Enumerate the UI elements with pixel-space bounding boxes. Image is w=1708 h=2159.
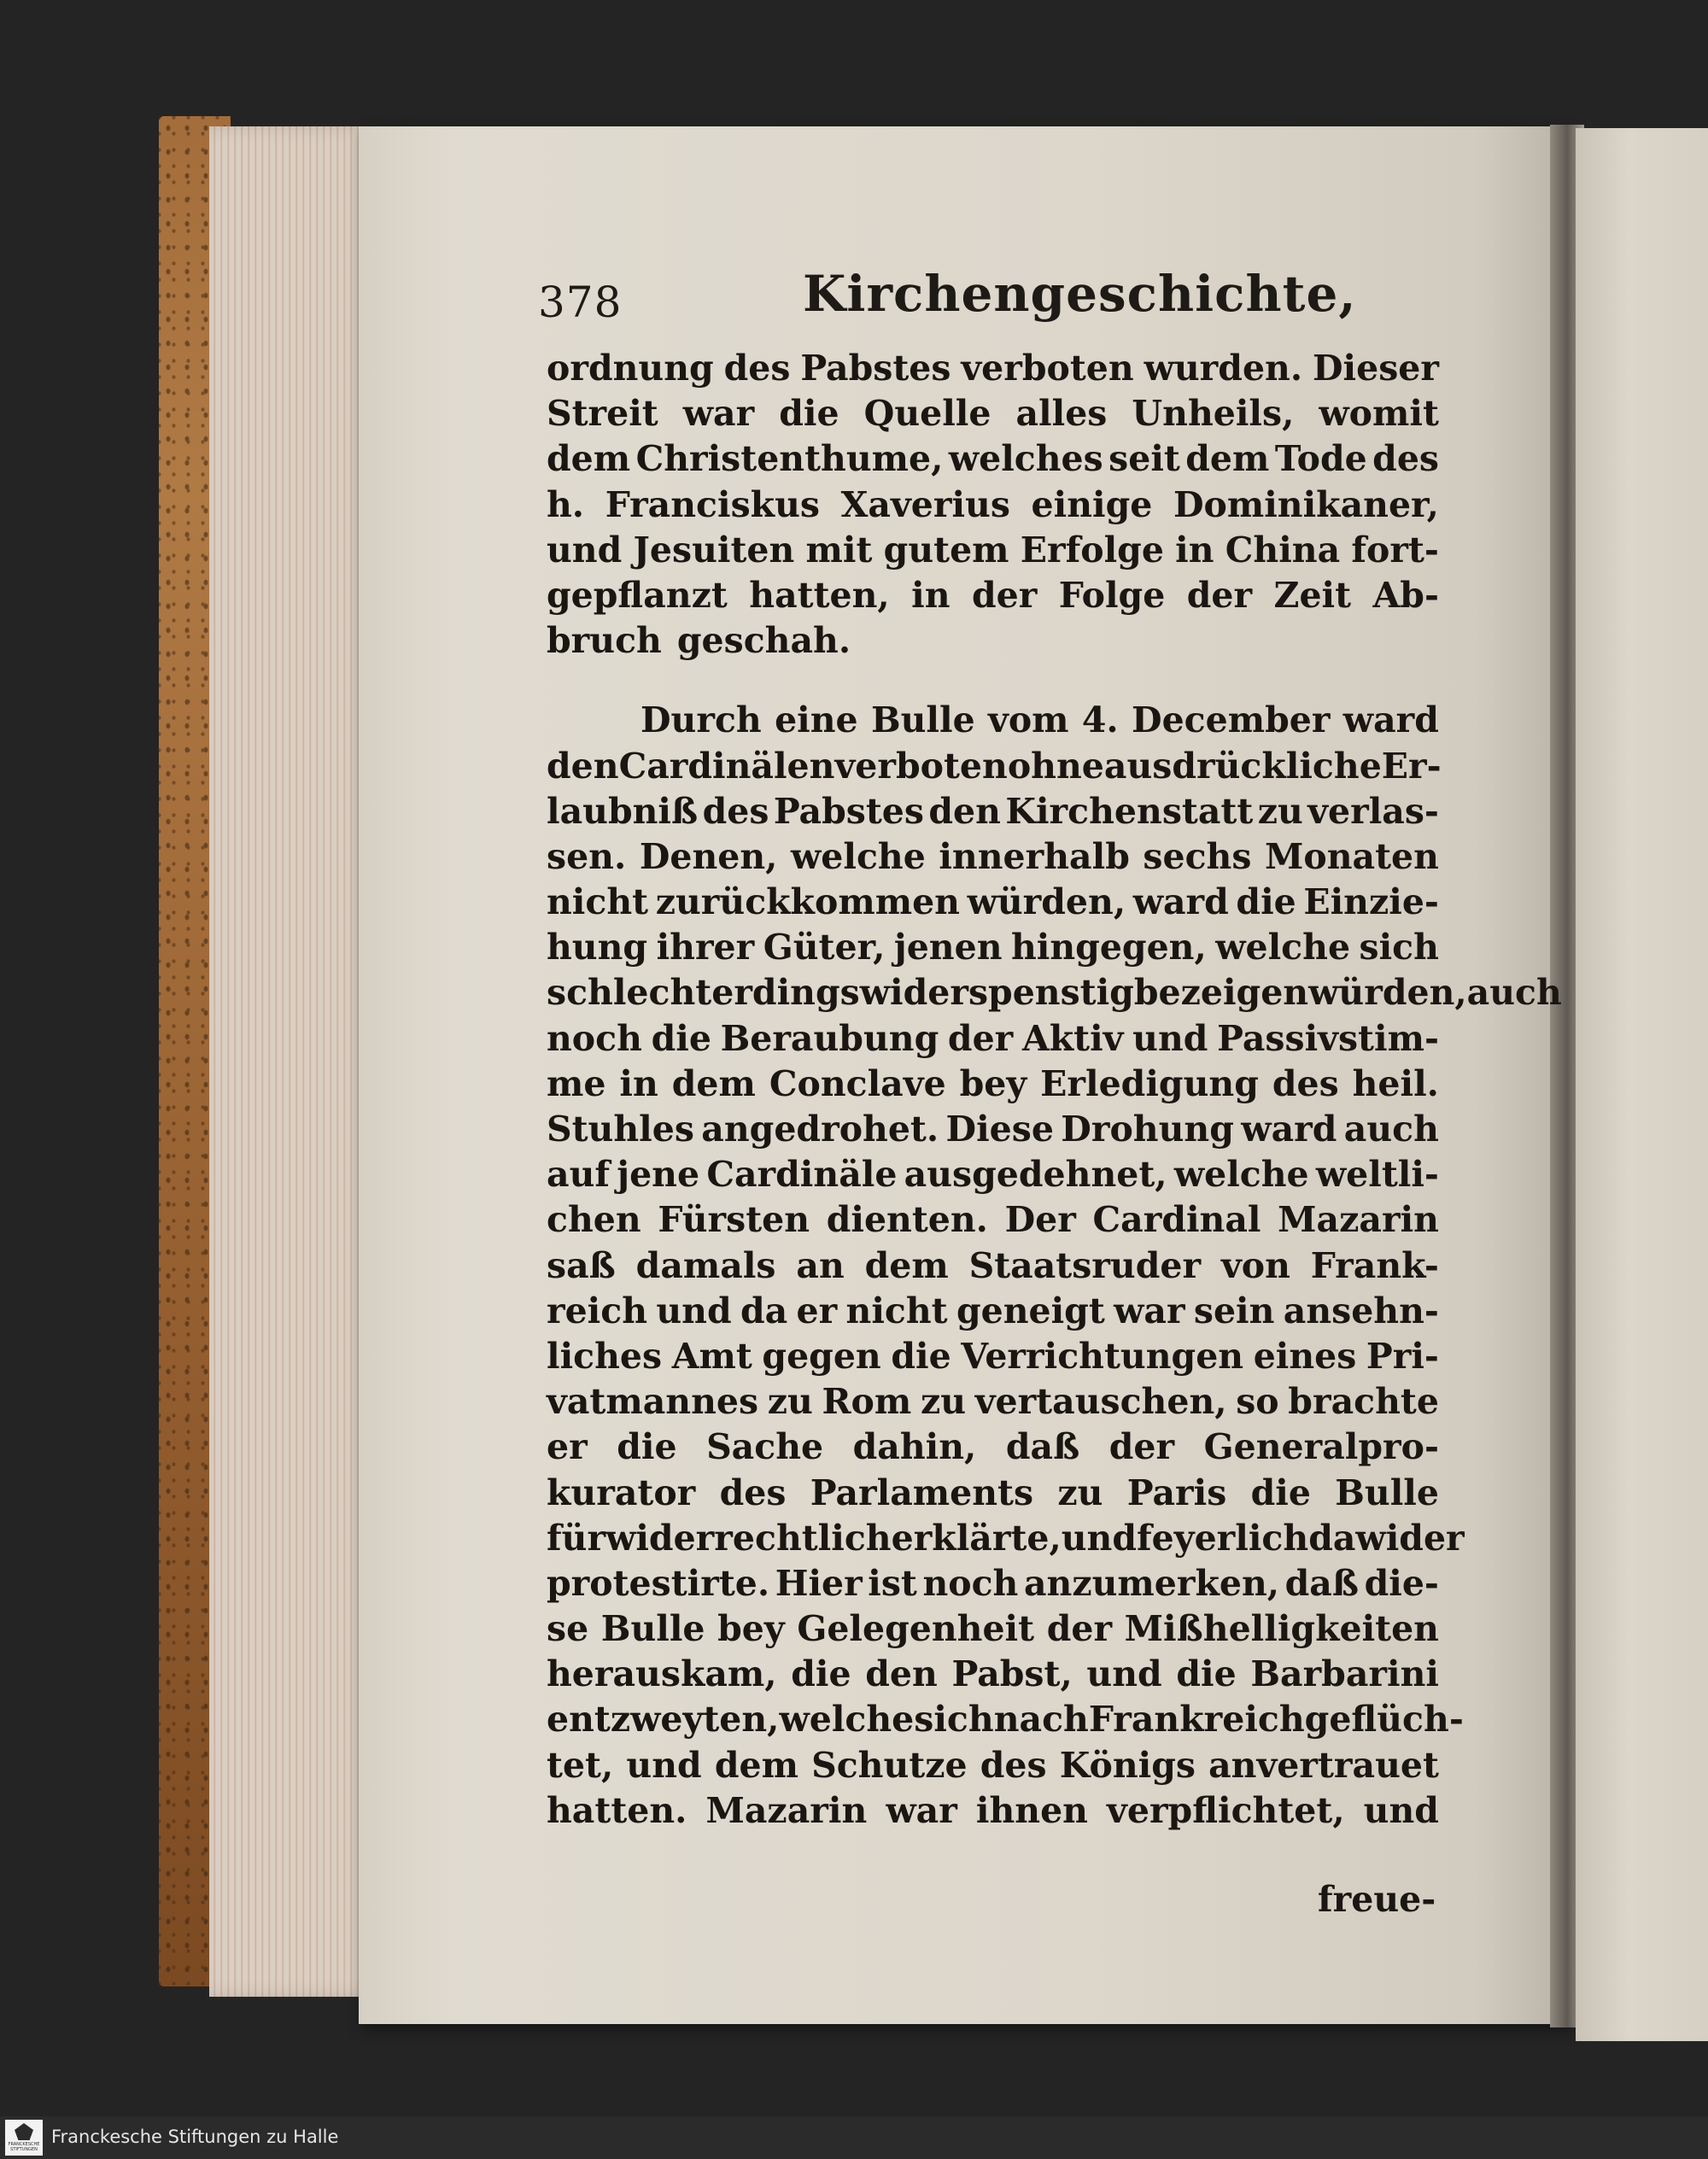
logo-mark-icon bbox=[15, 2123, 33, 2140]
word: alles bbox=[1015, 393, 1108, 435]
word: December bbox=[1132, 699, 1331, 741]
word: bruch bbox=[547, 620, 662, 662]
word: Xaverius bbox=[840, 483, 1010, 525]
word: da bbox=[740, 1290, 788, 1331]
word: se bbox=[547, 1608, 589, 1650]
text-line bbox=[547, 1561, 1439, 1606]
word: Folge bbox=[1058, 574, 1166, 616]
word: Pabst, bbox=[951, 1653, 1073, 1695]
word: Pabstes bbox=[773, 790, 924, 832]
word: Bulle bbox=[870, 699, 975, 741]
word: welche bbox=[1173, 1154, 1309, 1196]
word: und bbox=[656, 1290, 732, 1331]
word: kurator bbox=[547, 1472, 696, 1513]
right-page-sliver bbox=[1576, 128, 1708, 2041]
word: Sache bbox=[706, 1426, 824, 1468]
word: Diese bbox=[945, 1109, 1054, 1150]
word: 4. bbox=[1081, 699, 1119, 741]
text-line bbox=[547, 1652, 1439, 1697]
word: Mazarin bbox=[705, 1789, 868, 1831]
word: Beraubung bbox=[720, 1017, 939, 1059]
word: und bbox=[547, 529, 623, 570]
word: Bulle bbox=[600, 1608, 705, 1650]
word: dawider bbox=[1308, 1517, 1465, 1559]
word: Bulle bbox=[1335, 1472, 1439, 1513]
text-line bbox=[547, 1243, 1439, 1289]
word: angedrohet. bbox=[701, 1109, 939, 1150]
word: bey bbox=[717, 1608, 785, 1650]
word: Parlaments bbox=[810, 1472, 1034, 1513]
word: Fürsten bbox=[658, 1199, 810, 1241]
word: verboten bbox=[834, 745, 1008, 787]
word: sich bbox=[1359, 927, 1439, 968]
word: h. bbox=[547, 483, 585, 525]
word: seit bbox=[1108, 438, 1180, 480]
word: mit bbox=[805, 529, 873, 570]
word: schlechterdings bbox=[547, 972, 860, 1014]
word: hatten, bbox=[749, 574, 890, 616]
word: gepflanzt bbox=[547, 574, 728, 616]
word: widerspenstig bbox=[859, 972, 1134, 1014]
word: ordnung bbox=[547, 348, 714, 389]
footer-label: Franckesche Stiftungen zu Halle bbox=[51, 2127, 339, 2147]
word: ihrer bbox=[656, 927, 755, 968]
word: Mißhelligkeiten bbox=[1124, 1608, 1439, 1650]
word: eines bbox=[1253, 1335, 1357, 1377]
text-line bbox=[547, 573, 1439, 618]
word: laubniß bbox=[547, 790, 699, 832]
word: Drohung bbox=[1061, 1109, 1234, 1150]
word: welche bbox=[779, 1699, 915, 1741]
word: die bbox=[1176, 1653, 1237, 1695]
word: für bbox=[547, 1517, 606, 1559]
word: sechs bbox=[1143, 835, 1252, 877]
word: die bbox=[791, 1653, 851, 1695]
text-line bbox=[547, 925, 1439, 970]
word: und bbox=[1132, 1017, 1208, 1059]
word: Frankreich bbox=[1088, 1699, 1305, 1741]
word: nicht bbox=[845, 1290, 948, 1331]
text-line bbox=[547, 1697, 1464, 1742]
word: dem bbox=[671, 1062, 756, 1104]
word: bezeigen bbox=[1133, 972, 1309, 1014]
word: der bbox=[971, 574, 1038, 616]
word: der bbox=[1186, 574, 1253, 616]
text-line bbox=[547, 1197, 1439, 1243]
word: Durch bbox=[640, 699, 762, 741]
word: widerrechtlich bbox=[605, 1517, 892, 1559]
paragraph-1 bbox=[547, 346, 1439, 664]
body-text bbox=[547, 346, 1562, 1834]
word: geflüch- bbox=[1304, 1699, 1464, 1741]
word: die bbox=[779, 393, 839, 435]
word: Der bbox=[1004, 1199, 1076, 1241]
text-line bbox=[547, 1606, 1439, 1652]
word: Stuhles bbox=[547, 1109, 694, 1150]
word: Franciskus bbox=[605, 483, 820, 525]
word: gutem bbox=[883, 529, 1009, 570]
word: Schutze bbox=[811, 1744, 968, 1786]
word: daß bbox=[1284, 1562, 1360, 1604]
word: Barbarini bbox=[1250, 1653, 1439, 1695]
text-line bbox=[547, 1062, 1439, 1107]
word: Staatsruder bbox=[968, 1244, 1202, 1286]
word: Er- bbox=[1381, 745, 1442, 787]
word: ist bbox=[868, 1562, 917, 1604]
word: und bbox=[1061, 1517, 1138, 1559]
word: womit bbox=[1319, 393, 1439, 435]
word: des bbox=[723, 348, 791, 389]
word: Gelegenheit bbox=[797, 1608, 1035, 1650]
text-line bbox=[547, 1516, 1465, 1561]
text-line bbox=[547, 744, 1442, 789]
word: weltli- bbox=[1315, 1154, 1439, 1196]
word: die- bbox=[1364, 1562, 1439, 1604]
word: verboten bbox=[961, 348, 1134, 389]
word: des bbox=[1372, 438, 1439, 480]
text-line bbox=[547, 1379, 1439, 1425]
word: wurden. bbox=[1144, 348, 1303, 389]
word: noch bbox=[547, 1017, 642, 1059]
word: von bbox=[1220, 1244, 1290, 1286]
word: der bbox=[947, 1017, 1014, 1059]
text-line bbox=[547, 880, 1439, 925]
text-line bbox=[547, 528, 1439, 573]
word: der bbox=[1108, 1426, 1175, 1468]
word: Erledigung bbox=[1040, 1062, 1259, 1104]
word: Dominikaner, bbox=[1173, 483, 1439, 525]
word: die bbox=[1236, 881, 1296, 923]
word: China bbox=[1225, 529, 1341, 570]
word: bey bbox=[959, 1062, 1027, 1104]
word: in bbox=[619, 1062, 658, 1104]
word: reich bbox=[547, 1290, 648, 1331]
word: war bbox=[682, 393, 755, 435]
text-line bbox=[547, 970, 1562, 1015]
word: würden, bbox=[967, 881, 1126, 923]
word: Cardinäle bbox=[706, 1154, 898, 1196]
word: Mazarin bbox=[1278, 1199, 1439, 1241]
word: dienten. bbox=[826, 1199, 988, 1241]
word: vertauschen, bbox=[974, 1381, 1227, 1423]
word: des bbox=[702, 790, 769, 832]
word: feyerlich bbox=[1137, 1517, 1309, 1559]
text-line bbox=[547, 1107, 1439, 1152]
word: Paris bbox=[1126, 1472, 1227, 1513]
word: Erfolge bbox=[1020, 529, 1164, 570]
word: herauskam, bbox=[547, 1653, 777, 1695]
word: auch bbox=[1466, 972, 1562, 1014]
word: und bbox=[1086, 1653, 1162, 1695]
word: Pri- bbox=[1366, 1335, 1439, 1377]
word: Passivstim- bbox=[1217, 1017, 1439, 1059]
word: so bbox=[1236, 1381, 1279, 1423]
word: die bbox=[617, 1426, 677, 1468]
word: Conclave bbox=[769, 1062, 946, 1104]
word: Amt bbox=[671, 1335, 752, 1377]
word: den bbox=[865, 1653, 938, 1695]
word: Ab- bbox=[1372, 574, 1439, 616]
word: der bbox=[1046, 1608, 1113, 1650]
word: er bbox=[796, 1290, 838, 1331]
word: noch bbox=[922, 1562, 1019, 1604]
word: me bbox=[547, 1062, 606, 1104]
word: sich bbox=[914, 1699, 994, 1741]
text-line bbox=[547, 1334, 1439, 1379]
text-line bbox=[547, 436, 1439, 482]
word: gegen bbox=[762, 1335, 881, 1377]
word: die bbox=[1250, 1472, 1311, 1513]
text-line bbox=[547, 346, 1439, 391]
word: saß bbox=[547, 1244, 616, 1286]
word: heil. bbox=[1352, 1062, 1439, 1104]
word: vom bbox=[988, 699, 1069, 741]
word: Rom bbox=[822, 1381, 912, 1423]
word: ward bbox=[1342, 699, 1439, 741]
word: erklärte, bbox=[891, 1517, 1062, 1559]
word: zu bbox=[1257, 790, 1303, 832]
word: ansehn- bbox=[1283, 1290, 1439, 1331]
word: und bbox=[1363, 1789, 1439, 1831]
word: hingegen, bbox=[1010, 927, 1207, 968]
paragraph-2 bbox=[547, 698, 1562, 1834]
word: die bbox=[651, 1017, 711, 1059]
institution-logo[interactable] bbox=[5, 2120, 43, 2156]
word: an bbox=[796, 1244, 845, 1286]
word: Einzie- bbox=[1303, 881, 1439, 923]
word: dem bbox=[547, 438, 631, 480]
word: Kirchenstatt bbox=[1005, 790, 1254, 832]
word: zu bbox=[920, 1381, 967, 1423]
text-line bbox=[547, 789, 1439, 834]
word: zu bbox=[1057, 1472, 1103, 1513]
word: Unheils, bbox=[1132, 393, 1295, 435]
word: Zeit bbox=[1273, 574, 1352, 616]
word: eine bbox=[775, 699, 858, 741]
word: jenen bbox=[893, 927, 1003, 968]
word: dem bbox=[864, 1244, 949, 1286]
word: des bbox=[1272, 1062, 1339, 1104]
word: anvertrauet bbox=[1208, 1744, 1439, 1786]
word: einige bbox=[1031, 483, 1153, 525]
word: tet, bbox=[547, 1744, 614, 1786]
word: anzumerken, bbox=[1023, 1562, 1280, 1604]
word: vatmannes bbox=[547, 1381, 759, 1423]
text-line bbox=[547, 1471, 1439, 1516]
word: Pabstes bbox=[800, 348, 951, 389]
word: auch bbox=[1343, 1109, 1439, 1150]
word: Cardinal bbox=[1092, 1199, 1261, 1241]
page-block-edges bbox=[209, 126, 380, 1997]
word: Verrichtungen bbox=[961, 1335, 1244, 1377]
word: den bbox=[928, 790, 1001, 832]
word: den bbox=[547, 745, 619, 787]
text-line bbox=[547, 698, 1439, 743]
word: sen. bbox=[547, 835, 627, 877]
word: Denen, bbox=[639, 835, 778, 877]
word: Streit bbox=[547, 393, 658, 435]
text-line bbox=[547, 391, 1439, 436]
paragraph-gap bbox=[547, 664, 1439, 698]
running-head: Kirchengeschichte, bbox=[803, 265, 1357, 323]
word: dahin, bbox=[852, 1426, 977, 1468]
word: Frank- bbox=[1310, 1244, 1439, 1286]
word: Dieser bbox=[1313, 348, 1439, 389]
text-line bbox=[547, 1425, 1439, 1470]
word: protestirte. bbox=[547, 1562, 770, 1604]
text-line bbox=[547, 1152, 1439, 1197]
text-line bbox=[547, 1289, 1439, 1334]
word: des bbox=[980, 1744, 1047, 1786]
word: ward bbox=[1241, 1109, 1337, 1150]
word: chen bbox=[547, 1199, 641, 1241]
word: verpflichtet, bbox=[1107, 1789, 1345, 1831]
word: Tode bbox=[1274, 438, 1367, 480]
word: jene bbox=[617, 1154, 700, 1196]
word: daß bbox=[1005, 1426, 1080, 1468]
word: welche bbox=[790, 835, 926, 877]
word: auf bbox=[547, 1154, 611, 1196]
word: Christenthume, bbox=[635, 438, 944, 480]
word: die bbox=[891, 1335, 951, 1377]
word: hung bbox=[547, 927, 648, 968]
word: geneigt bbox=[956, 1290, 1105, 1331]
text-line bbox=[547, 834, 1439, 880]
word: damals bbox=[635, 1244, 776, 1286]
catchword: freue- bbox=[1318, 1879, 1436, 1920]
text-line bbox=[547, 483, 1439, 528]
word: ward bbox=[1132, 881, 1229, 923]
text-line bbox=[547, 1743, 1439, 1788]
word: und bbox=[626, 1744, 702, 1786]
text-line bbox=[547, 1016, 1439, 1062]
word: sein bbox=[1193, 1290, 1275, 1331]
word: des bbox=[719, 1472, 787, 1513]
word: Jesuiten bbox=[633, 529, 795, 570]
word: Monaten bbox=[1264, 835, 1439, 877]
word: Cardinälen bbox=[618, 745, 835, 787]
word: Generalpro- bbox=[1203, 1426, 1439, 1468]
word: Königs bbox=[1059, 1744, 1196, 1786]
word: er bbox=[547, 1426, 588, 1468]
word: Quelle bbox=[863, 393, 991, 435]
word: in bbox=[1175, 529, 1214, 570]
word: nach bbox=[993, 1699, 1089, 1741]
word: ausgedehnet, bbox=[904, 1154, 1167, 1196]
footer-bar bbox=[0, 2116, 1708, 2159]
logo-text: FRANCKESCHE STIFTUNGEN bbox=[8, 2142, 40, 2152]
word: welche bbox=[1215, 927, 1351, 968]
word: zu bbox=[767, 1381, 813, 1423]
word: nicht bbox=[547, 881, 649, 923]
word: in bbox=[911, 574, 951, 616]
text-line bbox=[547, 1788, 1439, 1834]
word: zurückkommen bbox=[655, 881, 960, 923]
word: dem bbox=[714, 1744, 798, 1786]
word: welches bbox=[948, 438, 1103, 480]
word: innerhalb bbox=[939, 835, 1130, 877]
word: Aktiv bbox=[1021, 1017, 1124, 1059]
word: dem bbox=[1185, 438, 1270, 480]
word: liches bbox=[547, 1335, 663, 1377]
word: geschah. bbox=[676, 620, 851, 662]
word: entzweyten, bbox=[547, 1699, 780, 1741]
text-line bbox=[547, 618, 1439, 664]
word: war bbox=[886, 1789, 957, 1831]
word: Güter, bbox=[763, 927, 886, 968]
page-number: 378 bbox=[538, 278, 623, 327]
word: verlas- bbox=[1307, 790, 1439, 832]
word: fort- bbox=[1351, 529, 1439, 570]
word: ohne bbox=[1007, 745, 1104, 787]
word: Hier bbox=[775, 1562, 863, 1604]
word: würden, bbox=[1308, 972, 1467, 1014]
word: hatten. bbox=[547, 1789, 687, 1831]
word: ihnen bbox=[975, 1789, 1088, 1831]
word: ausdrückliche bbox=[1103, 745, 1382, 787]
word: brachte bbox=[1288, 1381, 1439, 1423]
word: war bbox=[1114, 1290, 1185, 1331]
